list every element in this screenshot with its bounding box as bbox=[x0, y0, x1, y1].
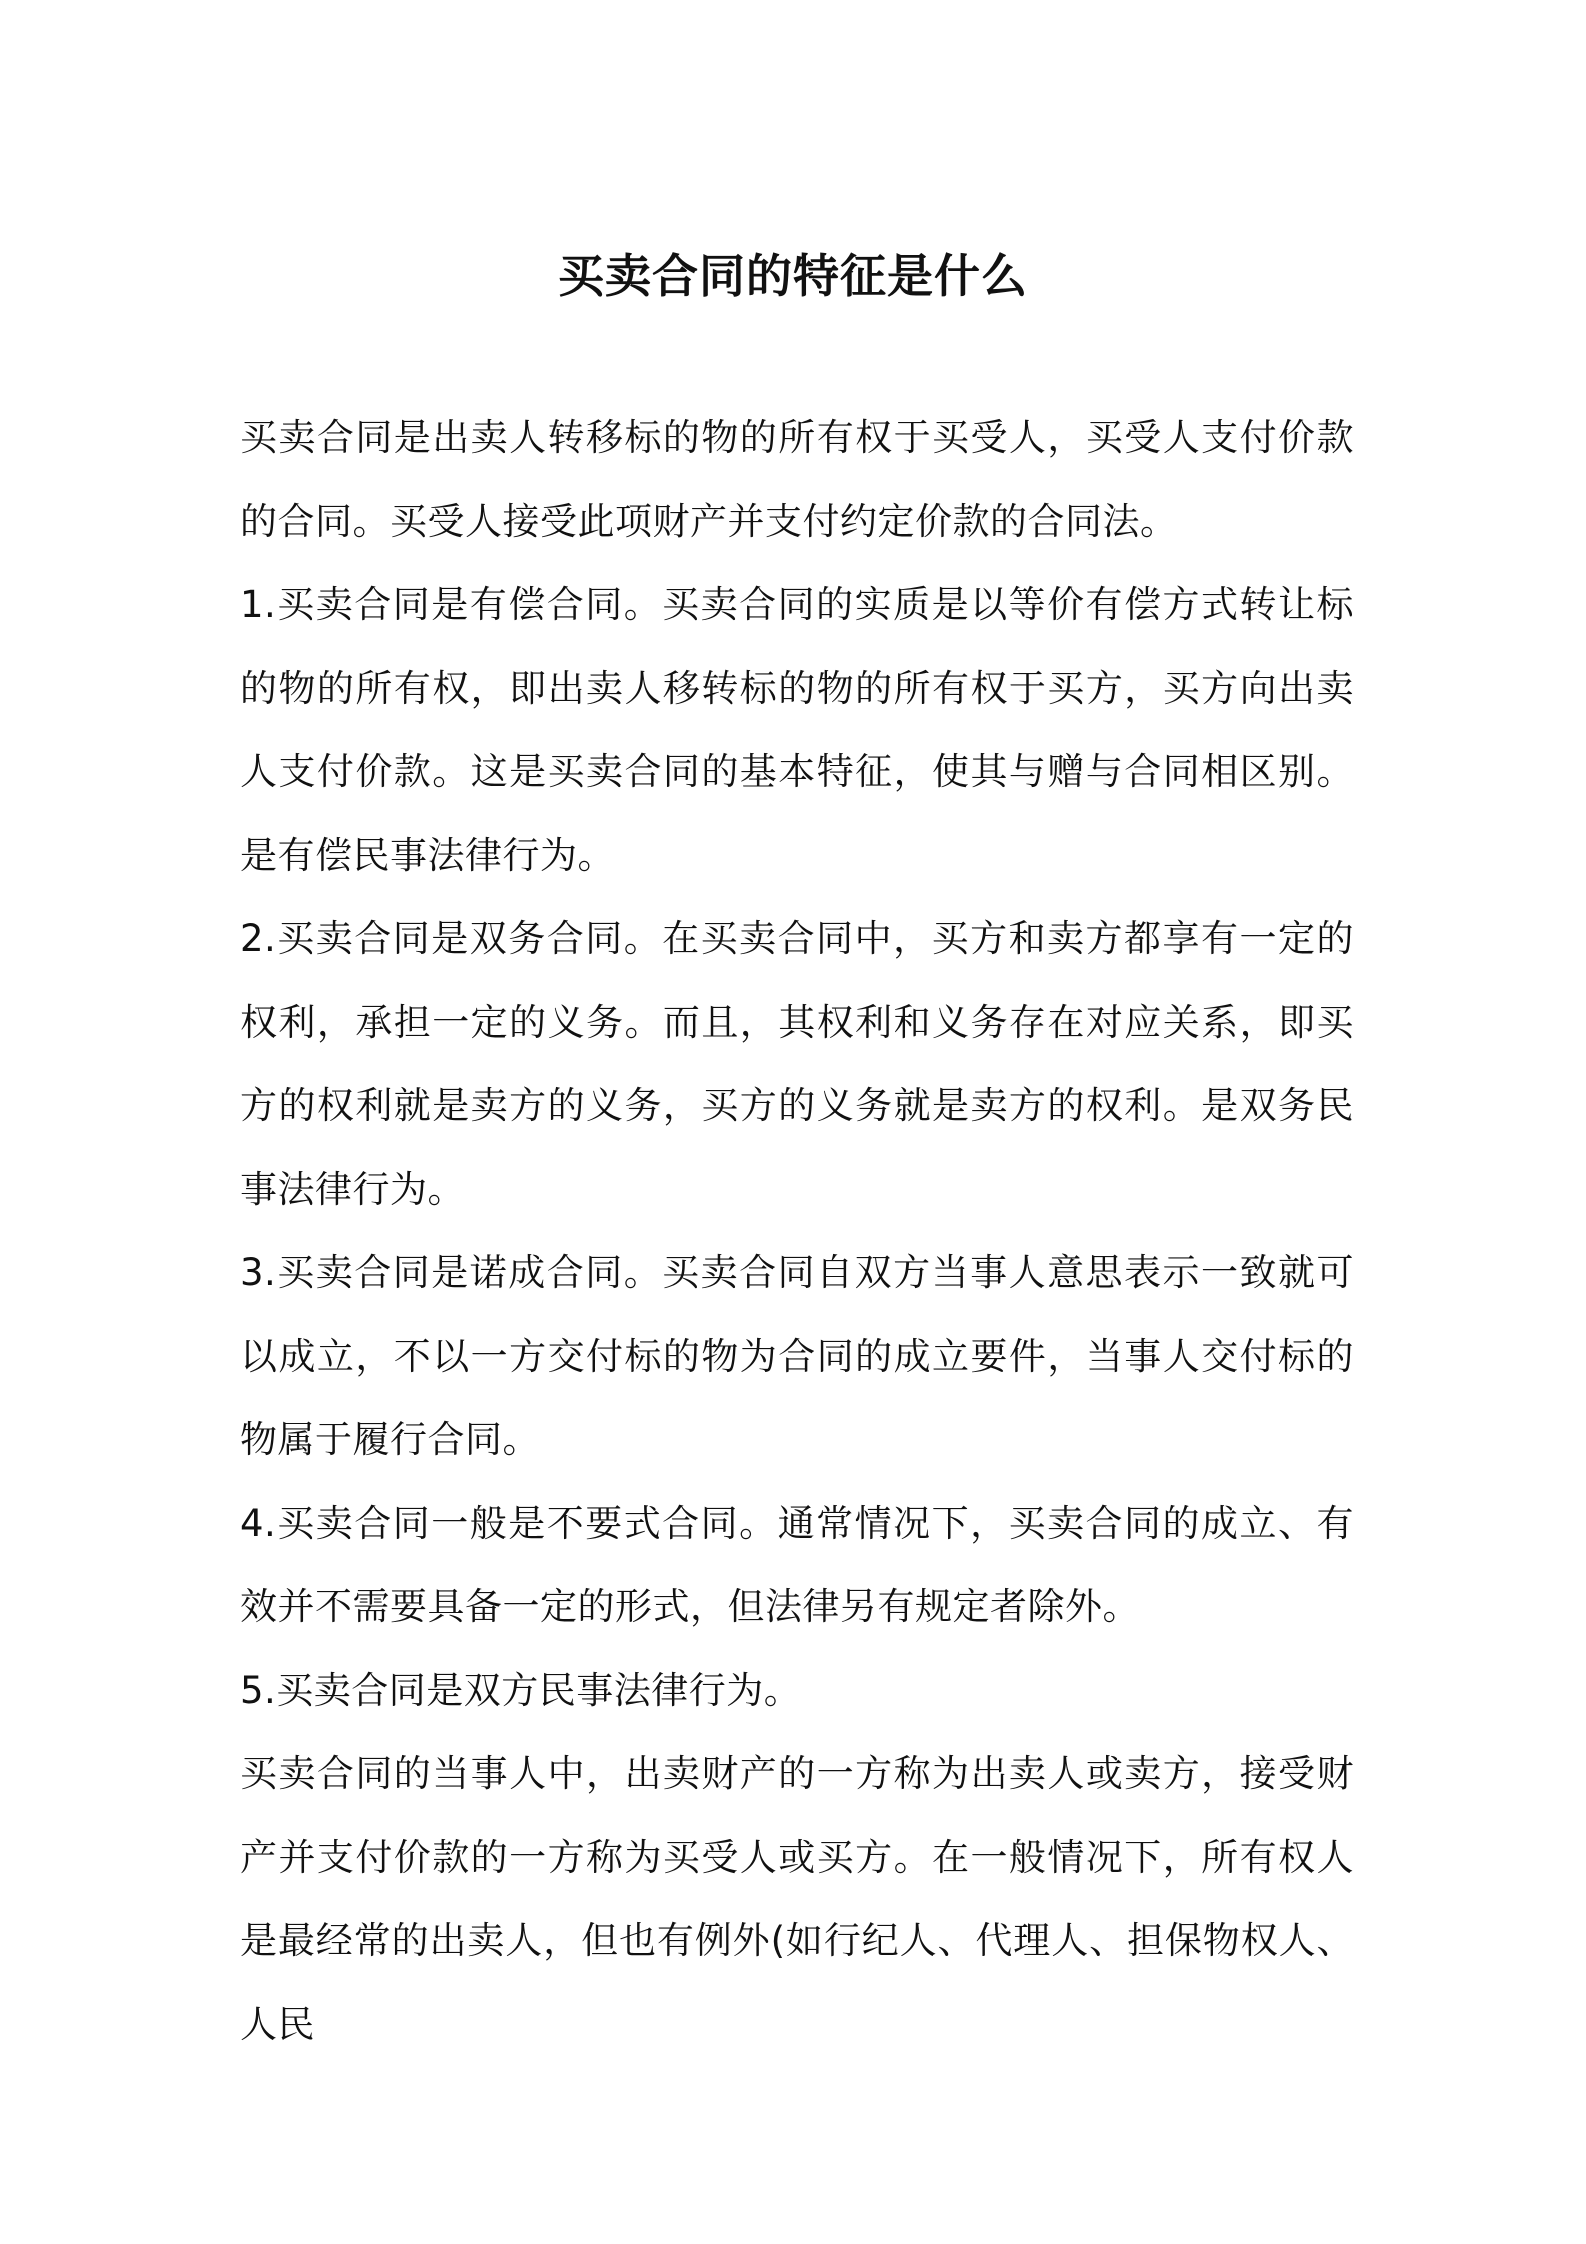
paragraph-point-3: 3.买卖合同是诺成合同。买卖合同自双方当事人意思表示一致就可以成立，不以一方交付标的物为合同的成立要件，当事人交付标的物属于履行合同。 bbox=[240, 1251, 1354, 1461]
paragraph-point-4: 4.买卖合同一般是不要式合同。通常情况下，买卖合同的成立、有效并不需要具备一定的形式，但法律另有规定者除外。 bbox=[240, 1501, 1354, 1628]
document-title: 买卖合同的特征是什么 bbox=[558, 248, 1028, 303]
paragraph-point-1: 1.买卖合同是有偿合同。买卖合同的实质是以等价有偿方式转让标的物的所有权，即出卖人移转标的物的所有权于买方，买方向出卖人支付价款。这是买卖合同的基本特征，使其与赠与合同相区别。是有偿民事法律行为。 bbox=[240, 583, 1354, 877]
paragraph-point-2: 2.买卖合同是双务合同。在买卖合同中，买方和卖方都享有一定的权利，承担一定的义务。而且，其权利和义务存在对应关系，即买方的权利就是卖方的义务，买方的义务就是卖方的权利。是双务民事法律行为。 bbox=[240, 917, 1354, 1211]
paragraph-intro: 买卖合同是出卖人转移标的物的所有权于买受人，买受人支付价款的合同。买受人接受此项财产并支付约定价款的合同法。 bbox=[240, 416, 1354, 543]
paragraph-point-5: 5.买卖合同是双方民事法律行为。 bbox=[240, 1668, 802, 1712]
document-body bbox=[240, 396, 1354, 2066]
paragraph-parties: 买卖合同的当事人中，出卖财产的一方称为出卖人或卖方，接受财产并支付价款的一方称为买受人或买方。在一般情况下，所有权人是最经常的出卖人，但也有例外(如行纪人、代理人、担保物权人、人民 bbox=[240, 1752, 1354, 2046]
